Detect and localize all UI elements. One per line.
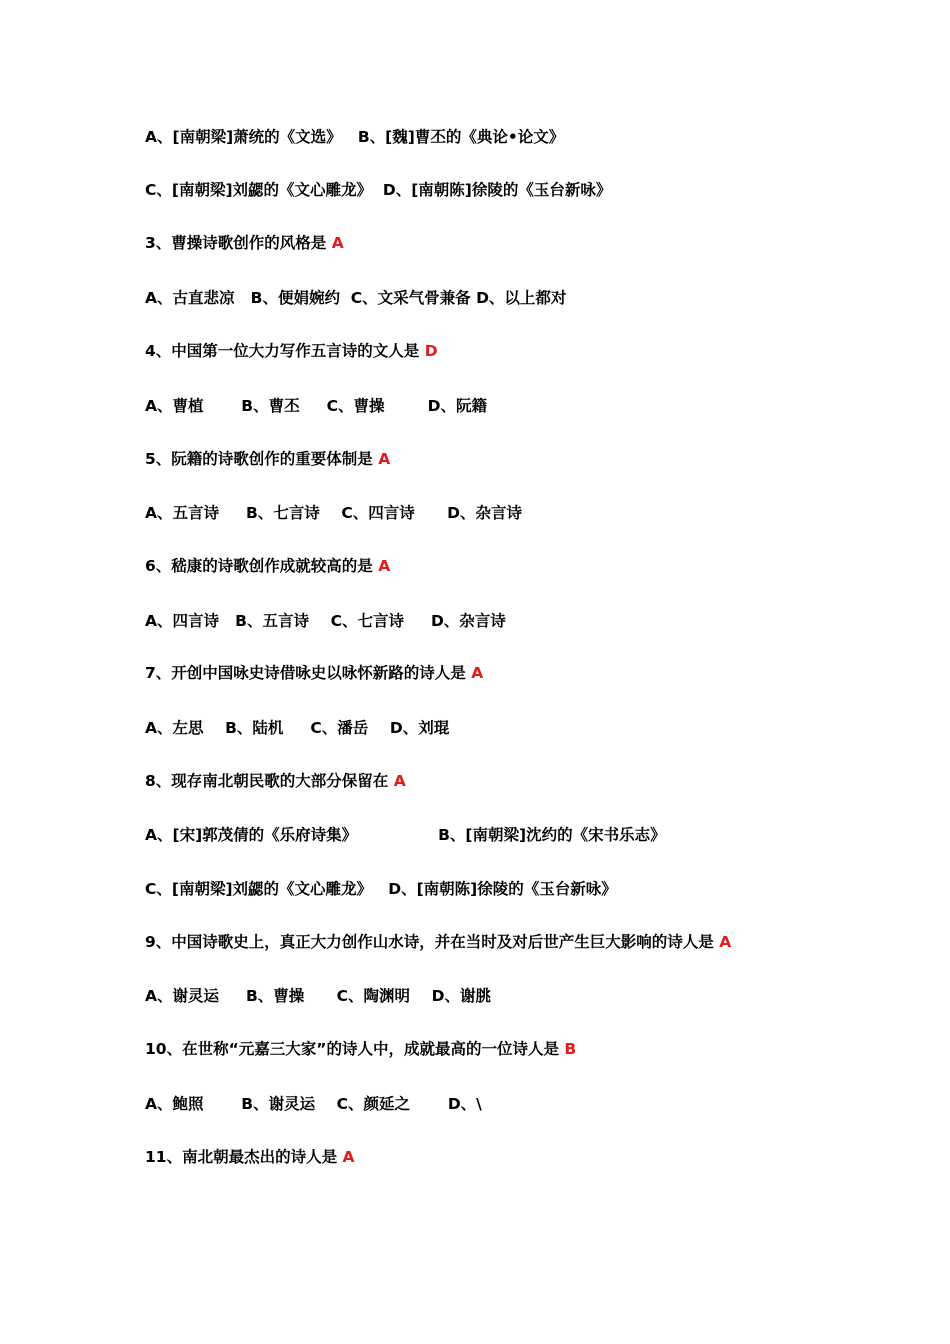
option-line <box>145 1094 482 1114</box>
answer-key: D <box>424 342 438 360</box>
question-line <box>145 663 483 683</box>
line-text: A、五言诗 B、七言诗 C、四言诗 D、杂言诗 <box>145 504 522 522</box>
line-text: A、曹植 B、曹丕 C、曹操 D、阮籍 <box>145 397 487 415</box>
option-line <box>145 986 491 1006</box>
option-line <box>145 127 564 147</box>
question-text: 4、中国第一位大力写作五言诗的文人是 <box>145 342 425 360</box>
line-text: A、左思 B、陆机 C、潘岳 D、刘琨 <box>145 719 450 737</box>
question-text: 3、曹操诗歌创作的风格是 <box>145 234 332 252</box>
option-line <box>145 288 566 308</box>
option-line <box>145 825 666 845</box>
question-text: 6、嵇康的诗歌创作成就较高的是 <box>145 557 379 575</box>
question-line <box>145 1039 576 1059</box>
option-line <box>145 718 449 738</box>
option-line <box>145 503 522 523</box>
option-line <box>145 879 617 899</box>
line-text: C、[南朝梁]刘勰的《文心雕龙》 D、[南朝陈]徐陵的《玉台新咏》 <box>145 181 612 199</box>
line-text: A、谢灵运 B、曹操 C、陶渊明 D、谢朓 <box>145 987 491 1005</box>
question-text: 8、现存南北朝民歌的大部分保留在 <box>145 772 394 790</box>
question-line <box>145 932 731 952</box>
answer-key: A <box>342 1148 355 1166</box>
question-line <box>145 341 438 361</box>
question-line <box>145 449 390 469</box>
answer-key: B <box>564 1040 577 1058</box>
question-text: 7、开创中国咏史诗借咏史以咏怀新路的诗人是 <box>145 664 472 682</box>
question-line <box>145 556 390 576</box>
line-text: A、四言诗 B、五言诗 C、七言诗 D、杂言诗 <box>145 612 506 630</box>
question-text: 10、在世称“元嘉三大家”的诗人中，成就最高的一位诗人是 <box>145 1040 565 1058</box>
line-text: A、[宋]郭茂倩的《乐府诗集》 B、[南朝梁]沈约的《宋书乐志》 <box>145 826 666 844</box>
option-line <box>145 180 611 200</box>
question-text: 5、阮籍的诗歌创作的重要体制是 <box>145 450 379 468</box>
question-text: 11、南北朝最杰出的诗人是 <box>145 1148 343 1166</box>
option-line <box>145 396 487 416</box>
question-line <box>145 771 406 791</box>
line-text: A、鲍照 B、谢灵运 C、颜延之 D、\ <box>145 1095 482 1113</box>
question-line <box>145 233 344 253</box>
line-text: A、[南朝梁]萧统的《文选》 B、[魏]曹丕的《典论•论文》 <box>145 128 565 146</box>
answer-key: A <box>378 450 391 468</box>
answer-key: A <box>393 772 406 790</box>
answer-key: A <box>471 664 484 682</box>
answer-key: A <box>719 933 732 951</box>
answer-key: A <box>331 234 344 252</box>
question-line <box>145 1147 354 1167</box>
line-text: A、古直悲凉 B、便娟婉约 C、文采气骨兼备 D、以上都对 <box>145 289 567 307</box>
line-text: C、[南朝梁]刘勰的《文心雕龙》 D、[南朝陈]徐陵的《玉台新咏》 <box>145 880 617 898</box>
option-line <box>145 611 506 631</box>
answer-key: A <box>378 557 391 575</box>
question-text: 9、中国诗歌史上，真正大力创作山水诗，并在当时及对后世产生巨大影响的诗人是 <box>145 933 720 951</box>
